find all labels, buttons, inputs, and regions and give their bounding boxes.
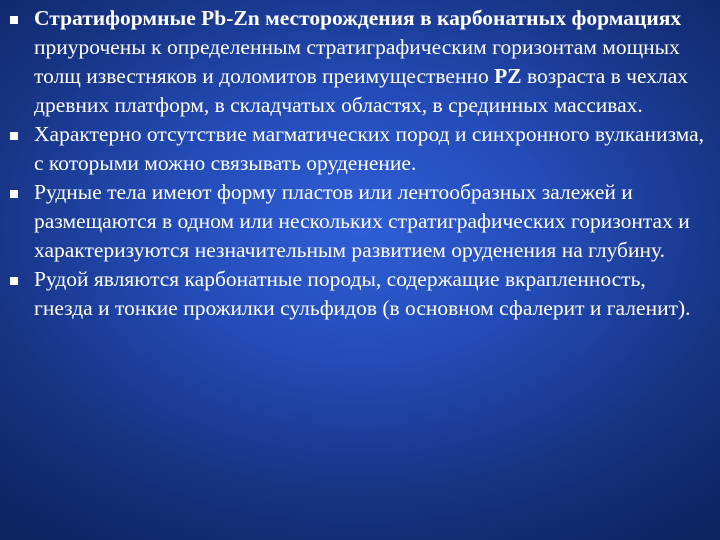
bullet-item-3 [6,178,706,265]
bullet-2-text: Характерно отсутствие магматических пород и синхронного вулканизма, с которыми можно связывать оруденение. [34,122,705,175]
bullet-1-bold-lead: Стратиформные Pb-Zn месторождения в карбонатных формациях [34,6,682,30]
bullet-4-text: Рудой являются карбонатные породы, содержащие вкрапленность, гнезда и тонкие прожилки сульфидов (в основном сфалерит и галенит). [34,267,691,320]
bullet-1-text-end: возраста в чехлах древних платформ, в складчатых областях, в срединных массивах. [34,64,688,117]
square-bullet-icon [10,190,18,198]
bullet-item-1 [6,4,706,120]
bullet-item-4 [6,265,706,323]
square-bullet-icon [10,16,18,24]
bullet-3-text: Рудные тела имеют форму пластов или лентообразных залежей и размещаются в одном или нескольких стратиграфических горизонтах и характеризуются незначительным развитием оруденения на глубину. [34,180,690,262]
square-bullet-icon [10,277,18,285]
bullet-item-2 [6,120,706,178]
bullet-list [6,4,706,323]
bullet-1-text: приурочены к определенным стратиграфическим горизонтам мощных толщ известняков и доломитов преимущественно [34,35,680,88]
bullet-1-bold-mid: PZ [494,64,522,88]
square-bullet-icon [10,132,18,140]
